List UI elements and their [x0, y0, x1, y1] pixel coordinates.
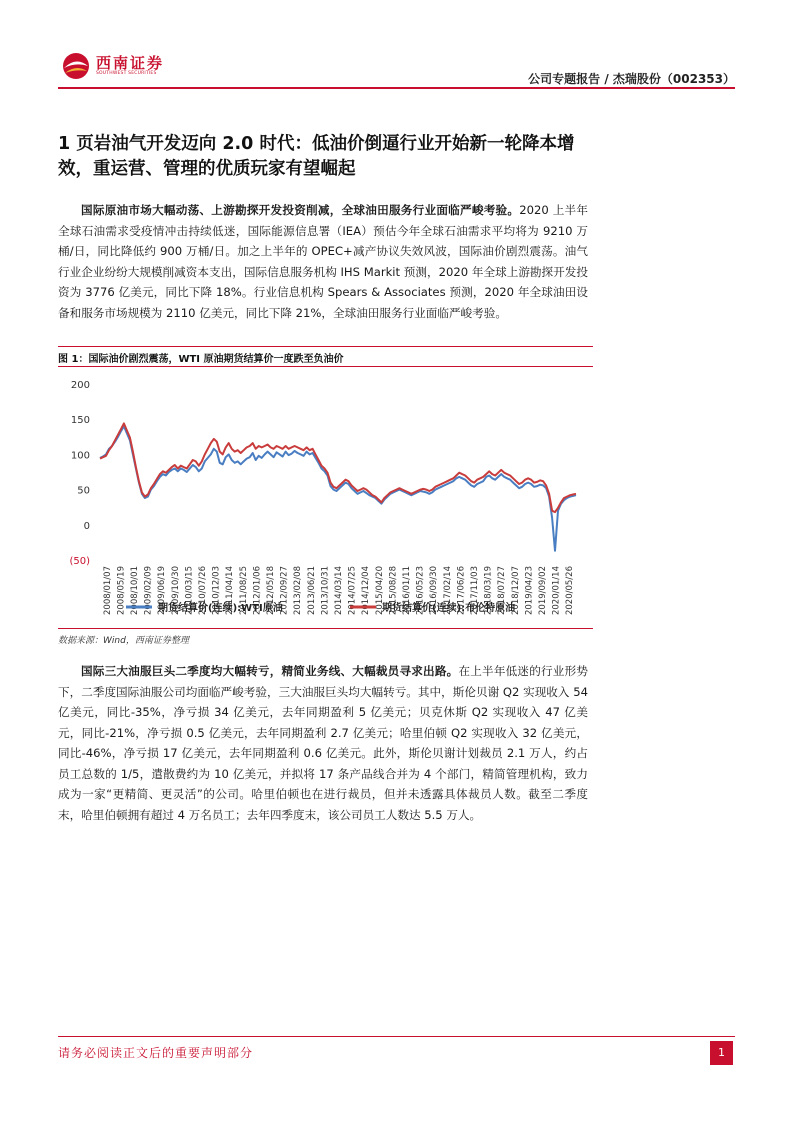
x-tick-label: 2017/06/26: [456, 566, 467, 615]
x-tick-label: 2008/05/19: [116, 566, 127, 615]
x-tick-label: 2012/09/27: [279, 566, 290, 615]
section-title: 1 页岩油气开发迈向 2.0 时代：低油价倒逼行业开始新一轮降本增效，重运营、管理的优质玩家有望崛起: [58, 134, 575, 179]
y-tick-label: 0: [83, 520, 90, 532]
x-tick-label: 2008/10/01: [130, 566, 140, 615]
paragraph-lead: 国际原油市场大幅动荡、上游勘探开发投资削减，全球油田服务行业面临严峻考验。: [81, 203, 520, 217]
x-tick-label: 2011/04/14: [225, 566, 236, 615]
brand-name-en: SOUTHWEST SECURITIES: [96, 71, 157, 76]
y-tick-label: 50: [77, 485, 90, 497]
figure-bottom-rule: [58, 628, 593, 629]
x-tick-label: 2008/01/07: [102, 566, 113, 615]
x-tick-label: 2009/10/30: [170, 566, 181, 615]
y-tick-label: (50): [69, 556, 90, 567]
x-tick-label: 2019/04/23: [524, 566, 535, 615]
x-tick-label: 2014/03/14: [334, 566, 344, 615]
y-tick-label: 150: [70, 415, 90, 427]
x-tick-label: 2018/07/27: [497, 566, 508, 615]
brand-name-cn: 西南证券: [96, 54, 165, 72]
x-tick-label: 2016/09/30: [429, 566, 440, 615]
x-tick-label: 2020/05/26: [565, 566, 576, 615]
page-number: 1: [710, 1041, 733, 1065]
x-tick-label: 2009/06/19: [157, 566, 168, 615]
figure-top-rule: [58, 346, 593, 347]
x-tick-label: 2016/01/11: [402, 566, 412, 615]
figure-title-rule: [58, 366, 593, 367]
x-tick-label: 2017/02/14: [442, 566, 453, 615]
x-tick-label: 2012/05/18: [266, 566, 276, 615]
x-tick-label: 2010/07/26: [198, 566, 208, 615]
footer-divider: [58, 1036, 735, 1037]
paragraph-body: 2020 上半年全球石油需求受疫情冲击持续低迷，国际能源信息署（IEA）预估今年全球石油需求平均将为 9210 万桶/日，同比降低约 900 万桶/日。加之上半年的 OPEC+减产协议失效风波，国际油价剧烈震荡。油气行业企业纷纷大规模削减资本支出，国际信息服务机构 IHS Markit 预测，2020 年全球上游勘探开发投资为 3776 亿美元，同比下降 18%。行业信息机构 Spears & Associates 预测，2020 年全球油田设备和服务市场规模为 2110 亿美元，同比下降 21%，全球油田服务行业面临严峻考验。: [58, 203, 588, 320]
y-tick-label: 200: [70, 380, 90, 391]
y-tick-label: 100: [70, 450, 90, 462]
footer-notice: 请务必阅读正文后的重要声明部分: [58, 1046, 254, 1060]
x-tick-label: 2019/09/02: [538, 566, 548, 615]
figure-title: 图 1：国际油价剧烈震荡，WTI 原油期货结算价一度跌至负油价: [58, 354, 344, 365]
x-tick-label: 2010/12/03: [211, 566, 222, 615]
paragraph-lead: 国际三大油服巨头二季度均大幅转亏，精简业务线、大幅裁员寻求出路。: [81, 664, 459, 678]
x-tick-label: 2017/11/03: [470, 566, 480, 615]
series-line-wti: [100, 426, 576, 551]
series-line-brent: [100, 423, 576, 512]
paragraph-body: 在上半年低迷的行业形势下，二季度国际油服公司均面临严峻考验，三大油服巨头均大幅转亏。其中，斯伦贝谢 Q2 实现收入 54 亿美元，同比-35%，净亏损 34 亿美元，去年同期盈利 5 亿美元；贝克休斯 Q2 实现收入 47 亿美元，同比-21%，净亏损 0.5 亿美元，去年同期盈利 2.7 亿美元；哈里伯顿 Q2 实现收入 32 亿美元，同比-46%，净亏损 17 亿美元，去年同期盈利 0.6 亿美元。此外，斯伦贝谢计划裁员 2.1 万人，约占员工总数的 1/5，遣散费约为 10 亿美元，并拟将 17 条产品线合并为 4 个部门，精简管理机构，致力成为一家“更精简、更灵活”的公司。哈里伯顿也在进行裁员，但并未透露具体裁员人数。截至二季度末，哈里伯顿拥有超过 4 万名员工；去年四季度末，该公司员工人数达 5.5 万人。: [58, 664, 588, 822]
x-tick-label: 2016/05/23: [415, 566, 426, 615]
x-tick-label: 2013/10/31: [320, 566, 331, 615]
x-tick-label: 2018/12/07: [510, 566, 521, 615]
x-tick-label: 2011/08/25: [238, 566, 249, 615]
x-tick-label: 2020/01/14: [551, 566, 562, 615]
x-tick-label: 2015/08/28: [388, 566, 399, 615]
figure-source: 数据来源：Wind，西南证券整理: [58, 636, 189, 646]
x-tick-label: 2013/06/21: [306, 566, 317, 615]
x-tick-label: 2018/03/19: [483, 566, 494, 615]
x-tick-label: 2012/01/06: [252, 566, 263, 615]
x-tick-label: 2010/03/15: [184, 566, 195, 615]
legend-label: 期货结算价(连续):WTI原油: [158, 603, 283, 614]
header-divider: [58, 87, 735, 89]
legend-label: 期货结算价(连续):布伦特原油: [382, 603, 516, 614]
x-tick-label: 2009/02/09: [143, 566, 154, 615]
paragraph-market-turmoil: [58, 200, 588, 323]
oil-price-chart: [58, 370, 593, 628]
report-label: 公司专题报告 / 杰瑞股份（002353）: [528, 72, 735, 86]
x-tick-label: 2014/12/04: [361, 566, 372, 615]
x-tick-label: 2013/02/08: [293, 566, 304, 615]
x-tick-label: 2014/07/25: [347, 566, 358, 615]
paragraph-oilfield-services: [58, 661, 588, 825]
x-tick-label: 2015/04/20: [374, 566, 385, 615]
